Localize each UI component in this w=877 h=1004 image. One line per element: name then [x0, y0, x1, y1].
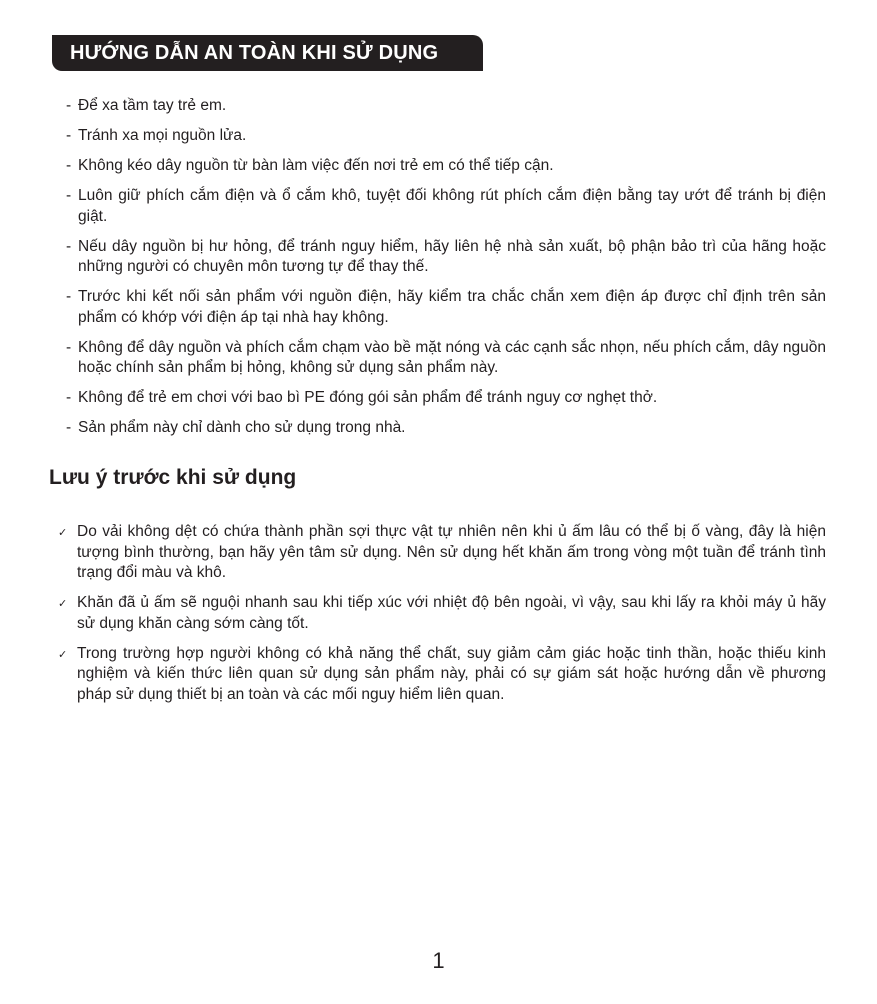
- checkmark-icon: ✓: [58, 527, 68, 539]
- list-item-text: Do vải không dệt có chứa thành phần sợi thực vật tự nhiên nên khi ủ ấm lâu có thể bị ố vàng, đây là hiện tượng bình thường, bạn hãy yên tâm sử dụng. Nên sử dụng hết khăn ấm trong vòng một tuần để tránh tình trạng đổi màu và khô.: [77, 523, 826, 581]
- dash-bullet: -: [66, 419, 72, 436]
- list-item: [66, 418, 826, 439]
- list-item: [66, 156, 826, 177]
- list-item: [66, 186, 826, 227]
- list-item-text: Luôn giữ phích cắm điện và ổ cắm khô, tuyệt đối không rút phích cắm điện bằng tay ướt để tránh bị điện giật.: [78, 187, 826, 225]
- list-item: [66, 338, 826, 379]
- list-item-text: Sản phẩm này chỉ dành cho sử dụng trong nhà.: [78, 419, 406, 436]
- notes-heading: Lưu ý trước khi sử dụng: [49, 466, 297, 489]
- list-item-text: Trong trường hợp người không có khả năng thể chất, suy giảm cảm giác hoặc tinh thần, hoặc thiếu kinh nghiệm và kiến thức liên quan sử dụng sản phẩm này, phải có sự giám sát hoặc hướng dẫn về phương pháp sử dụng thiết bị an toàn và các mối nguy hiểm liên quan.: [77, 644, 826, 703]
- list-item: [58, 593, 826, 634]
- list-item-text: Không kéo dây nguồn từ bàn làm việc đến nơi trẻ em có thể tiếp cận.: [78, 157, 554, 174]
- dash-bullet: -: [66, 157, 72, 174]
- checkmark-icon: ✓: [58, 598, 68, 610]
- list-item-text: Nếu dây nguồn bị hư hỏng, để tránh nguy hiểm, hãy liên hệ nhà sản xuất, bộ phận bảo trì của hãng hoặc những người có chuyên môn tương tự để thay thế.: [78, 237, 826, 275]
- dash-bullet: -: [66, 187, 72, 204]
- list-item: [66, 237, 826, 278]
- dash-bullet: -: [66, 237, 72, 255]
- list-item: [66, 388, 826, 409]
- page-title: HƯỚNG DẪN AN TOÀN KHI SỬ DỤNG: [52, 35, 483, 71]
- list-item: [66, 96, 826, 117]
- list-item-text: Không để dây nguồn và phích cắm chạm vào bề mặt nóng và các cạnh sắc nhọn, nếu phích cắm, dây nguồn hoặc chính sản phẩm bị hỏng, không sử dụng sản phẩm này.: [78, 338, 826, 376]
- dash-bullet: -: [66, 288, 72, 305]
- list-item: [66, 126, 826, 147]
- list-item-text: Không để trẻ em chơi với bao bì PE đóng gói sản phẩm để tránh nguy cơ nghẹt thở.: [78, 389, 658, 406]
- list-item-text: Để xa tầm tay trẻ em.: [78, 97, 227, 114]
- list-item: [58, 644, 826, 706]
- list-item-text: Trước khi kết nối sản phẩm với nguồn điện, hãy kiểm tra chắc chắn xem điện áp được chỉ định trên sản phẩm có khớp với điện áp tại nhà hay không.: [78, 288, 826, 326]
- dash-bullet: -: [66, 389, 72, 406]
- dash-bullet: -: [66, 338, 72, 356]
- list-item-text: Tránh xa mọi nguồn lửa.: [78, 127, 247, 144]
- page-number: 1: [432, 948, 445, 973]
- list-item-text: Khăn đã ủ ấm sẽ nguội nhanh sau khi tiếp xúc với nhiệt độ bên ngoài, vì vậy, sau khi lấy ra khỏi máy ủ hãy sử dụng khăn càng sớm càng tốt.: [77, 594, 826, 632]
- safety-instructions-list: [66, 96, 826, 448]
- list-item: [58, 522, 826, 584]
- dash-bullet: -: [66, 127, 72, 144]
- checkmark-icon: ✓: [58, 648, 68, 661]
- dash-bullet: -: [66, 97, 72, 114]
- notes-list: [58, 522, 826, 715]
- list-item: [66, 287, 826, 328]
